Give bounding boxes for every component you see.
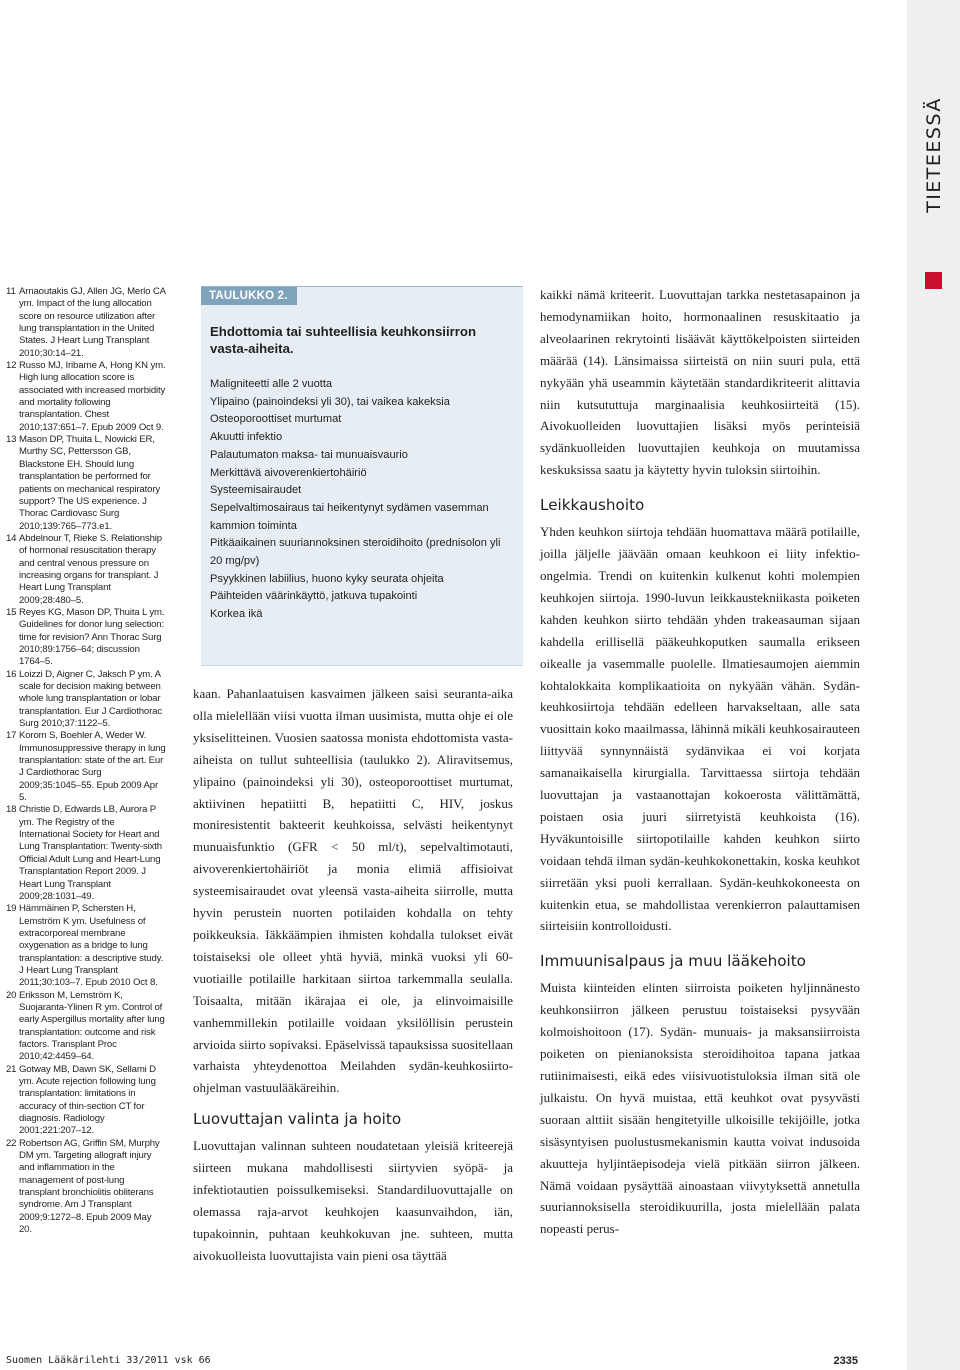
table-item: Akuutti infektio [210, 431, 283, 444]
section-title: TIETEESSÄ [923, 97, 945, 213]
table-title: Ehdottomia tai suhteellisia keuhkonsiirron vasta-aiheita. [210, 324, 476, 356]
reference-item: 12 Russo MJ, Iribarne A, Hong KN ym. High lung allocation score is associated with increased morbidity and mortality following transplantation. Chest 2010;137:651–7. Epub 2009 Oct 9. [6, 360, 166, 433]
table-item: Päihteiden väärinkäyttö, jatkuva tupakointi [210, 590, 418, 603]
section-heading-donor: Luovuttajan valinta ja hoito [193, 1110, 402, 1129]
table-item: Ylipaino (painoindeksi yli 30), tai vaikea kakeksia [210, 395, 450, 408]
section-marker-icon [925, 272, 942, 289]
section-heading-immunosuppression: Immuunisalpaus ja muu lääkehoito [540, 952, 806, 971]
body-paragraph: kaikki nämä kriteerit. Luovuttajan tarkka nestetasapainon ja hemodynamiikan hoito, hormonaalinen resuskitaatio ja alveolaarinen rekrytointi lisäävät käyttökelpoisten siirteiden määrää (14). Länsimaissa siirteistä on niin suuri pula, että nykyään yhä useammin käytetään standardikriteerit alittavia niin kutsututtuja marginaalisia keuhkosiirteitä (15). Aivokuolleiden luovuttajien lisäksi myös perinteisiä sydänkuolleiden luovuttajien keuhkoja on muutamissa keskuksissa saatu ja käytetty hyvin tuloksin siirtoihin. [540, 287, 860, 478]
body-paragraph: Muista kiinteiden elinten siirroista poiketen hyljinnänesto keuhkonsiirron jälkeen perustuu toistaiseksi pysyvään kolmoishoitoon (17). Sydän- munuais- ja maksansiirroista poiketen on pienianoksista steroidihoitoa tapana jatkaa rutiinimaisesti, eikä edes viisivuotistuloksia ilman sitä ole julkaistu. On hyvä muistaa, että keuhkot ovat pysyvästi suoraan alttiit sisään hengitetyille ulkoisille tekijöille, jotka sisäsyntyisen puolustusmekanismin kautta voivat indusoida akuutteja hyljintäepisodeja vielä pitkään siirron jälkeen. Nämä voidaan pysäyttää ainoastaan viivytyksettä annetulla suuriannoksisella steroidikuurilla, josta mielellään palata nopeasti perus- [540, 980, 860, 1237]
table-label: TAULUKKO 2. [201, 287, 297, 305]
reference-list [6, 286, 166, 1236]
table-item: Systeemisairaudet [210, 484, 302, 497]
body-paragraph: Yhden keuhkon siirtoja tehdään huomattava määrä potilaille, joilla jäljelle jäävään omaan keuhkoon ei liity infektio-ongelmia. Trendi on kuitenkin kulkenut kohti molempien keuhkojen siirtoja. 1990-luvun leikkaustekniikasta poiketen kahden keuhkon siirto tehdään yhden trakeasauman sijaan kahdella erillisellä pääkeuhkoputken saumalla erikseen oikealle ja vasemmalle puolelle. Ilmatiesaumojen aiemmin kohtalokkaita komplikaatioita on nykyään vähän. Sydän-keuhkosiirtoja tehdään edelleen harvakseltaan, alle sata vuosittain koko maailmassa, lähinnä mikäli keuhkosairauteen liittyvää synnynnäistä sydänvikaa ei voi korjata samanaikaisella kirurgialla. Tarvittaessa siirtoja tehdään luovuttajan ja vastaanottajan kokoerosta välittämättä, poistaen osia juuri siirretyistä keuhkoista (16). Hyväkuntoisille siirtopotilaille kahden keuhkon siirto voidaan tehdä ilman sydän-keuhkokonettakin, koska keuhkot siirretään yksi puoli kerrallaan. Sydän-keuhkokoneesta on kuitenkin etua, se mahdollistaa verenkierron palauttamisen siirteisiin kontrolloidusti. [540, 524, 860, 934]
journal-footer: Suomen Lääkärilehti 33/2011 vsk 66 [6, 1355, 211, 1366]
reference-item: 21 Gotway MB, Dawn SK, Sellami D ym. Acute rejection following lung transplantation: limitations in accuracy of thin-section CT for diagnosis. Radiology 2001;221:207–12. [6, 1063, 156, 1137]
page-number: 2335 [833, 1355, 858, 1367]
reference-item: 11 Arnaoutakis GJ, Allen JG, Merlo CA ym. Impact of the lung allocation score on resource utilization after lung transplantation in the United States. J Heart Lung Transplant 2010;30:14–21. [6, 286, 166, 359]
section-heading-surgery: Leikkaushoito [540, 496, 645, 515]
body-paragraph: Luovuttajan valinnan suhteen noudatetaan yleisiä kriteerejä siirteen mukana mahdollisesti siirtyvien syöpä- ja infektiotautien poissulkemiseksi. Standardiluovuttajalle on olemassa raja-arvot keuhkojen kaasunvaihdon, iän, tupakoinnin, puhtaan keuhkokuvan jne. suhteen, mutta aivokuolleista luovuttajista vain pieni osa täyttää [193, 1138, 513, 1263]
reference-item: 13 Mason DP, Thuita L, Nowicki ER, Murthy SC, Pettersson GB, Blackstone EH. Should lung transplantation be performed for patients on mechanical respiratory support? The US experience. J Thorac Cardiovasc Surg 2010;139:765–773.e1. [6, 434, 161, 532]
table-item-list [210, 376, 510, 624]
table-item: Palautumaton maksa- tai munuaisvaurio [210, 448, 408, 461]
reference-item: 14 Abdelnour T, Rieke S. Relationship of hormonal resuscitation therapy and central venous pressure on increasing organs for transplant. J Heart Lung Transplant 2009;28:480–5. [6, 532, 162, 606]
table-item: Maligniteetti alle 2 vuotta [210, 378, 333, 390]
reference-item: 20 Eriksson M, Lemström K, Suojaranta-Ylinen R ym. Control of early Aspergillus mortality after lung transplantation: outcome and risk factors. Transplant Proc 2010;42:4459–64. [6, 989, 165, 1063]
table-item: Merkittävä aivoverenkiertohäiriö [210, 466, 367, 479]
reference-item: 22 Robertson AG, Griffin SM, Murphy DM ym. Targeting allograft injury and inflammation in the management of post-lung transplant bronchiolitis obliterans syndrome. Am J Transplant 2009;9:1272–8. Epub 2009 May 20. [6, 1137, 160, 1236]
table-item: Psyykkinen labiilius, huono kyky seurata ohjeita [210, 572, 444, 585]
reference-item: 17 Korom S, Boehler A, Weder W. Immunosuppressive therapy in lung transplantation: state of the art. Eur J Cardiothorac Surg 2009;35:1045–55. Epub 2009 Apr 5. [6, 730, 166, 804]
table-item: Sepelvaltimosairaus tai heikentynyt sydämen vasemman kammion toiminta [210, 501, 489, 532]
reference-item: 16 Loizzi D, Aigner C, Jaksch P ym. A scale for decision making between whole lung transplantation or lobar transplantation. Eur J Cardiothorac Surg 2010;37:1122–5. [6, 668, 162, 730]
table-box [201, 286, 523, 666]
table-item: Osteoporoottiset murtumat [210, 413, 342, 426]
middle-column [193, 683, 513, 1267]
table-item: Pitkäaikainen suuriannoksinen steroidihoito (prednisolon yli 20 mg/pv) [210, 537, 501, 568]
table-item: Korkea ikä [210, 608, 263, 621]
right-column [540, 284, 860, 1240]
reference-item: 15 Reyes KG, Mason DP, Thuita L ym. Guidelines for donor lung selection: time for revision? Ann Thorac Surg 2010;89:1756–64; discussion 1764–5. [6, 606, 165, 668]
reference-item: 18 Christie D, Edwards LB, Aurora P ym. The Registry of the International Society for Heart and Lung Transplantation: Twenty-sixth Official Adult Lung and Heart-Lung Transplantation Report 2009. J Heart Lung Transplant 2009;28:1031–49. [6, 804, 162, 902]
reference-item: 19 Hämmäinen P, Schersten H, Lemström K ym. Usefulness of extracorporeal membrane oxygenation as a bridge to lung transplantation: a descriptive study. J Heart Lung Transplant 2011;30:103–7. Epub 2010 Oct 8. [6, 903, 164, 989]
body-paragraph: kaan. Pahanlaatuisen kasvaimen jälkeen saisi seuranta-aika olla mielellään viisi vuotta ilman uusimista, mutta ohje ei ole yksiselitteinen. Vuosien saatossa monista ehdottomista vasta-aiheista on tullut suhteellisia (taulukko 2). Aliravitsemus, ylipaino (painoindeksi yli 30), osteoporoottiset murtumat, aktiivinen hepatiitti B, hepatiitti C, HIV, joskus moniresistentit bakteerit keuhkoissa, selvästi heikentynyt munuaisfunktio (GFR < 50 ml/t), sepelvaltimotauti, aivoverenkiertohäiriöt ja monia elimiä affisioivat systeemisairaudet ovat yleensä vasta-aiheita siirrolle, mutta hyvin perustein nuorten potilaiden kohdalla on tehty poikkeuksia. Iäkkäämpien ihmisten kohdalla tulokset eivät toistaiseksi ole olleet yhtä hyviä, minkä vuoksi yli 60-vuotiaille potilaille harkitaan siirtoa tarkemmalla seulalla. Toisaalta, mitään ikärajaa ei ole, ja elinvoimaisille vanhemmillekin potilaille voidaan yksilöllisin perustein arvioida siirto sopivaksi. Epäselvissä tapauksissa suositellaan varhaista yhteydenottoa Meilahden sydän-keuhkosiirto-ohjelman vastuulääkäreihin. [193, 686, 513, 1096]
